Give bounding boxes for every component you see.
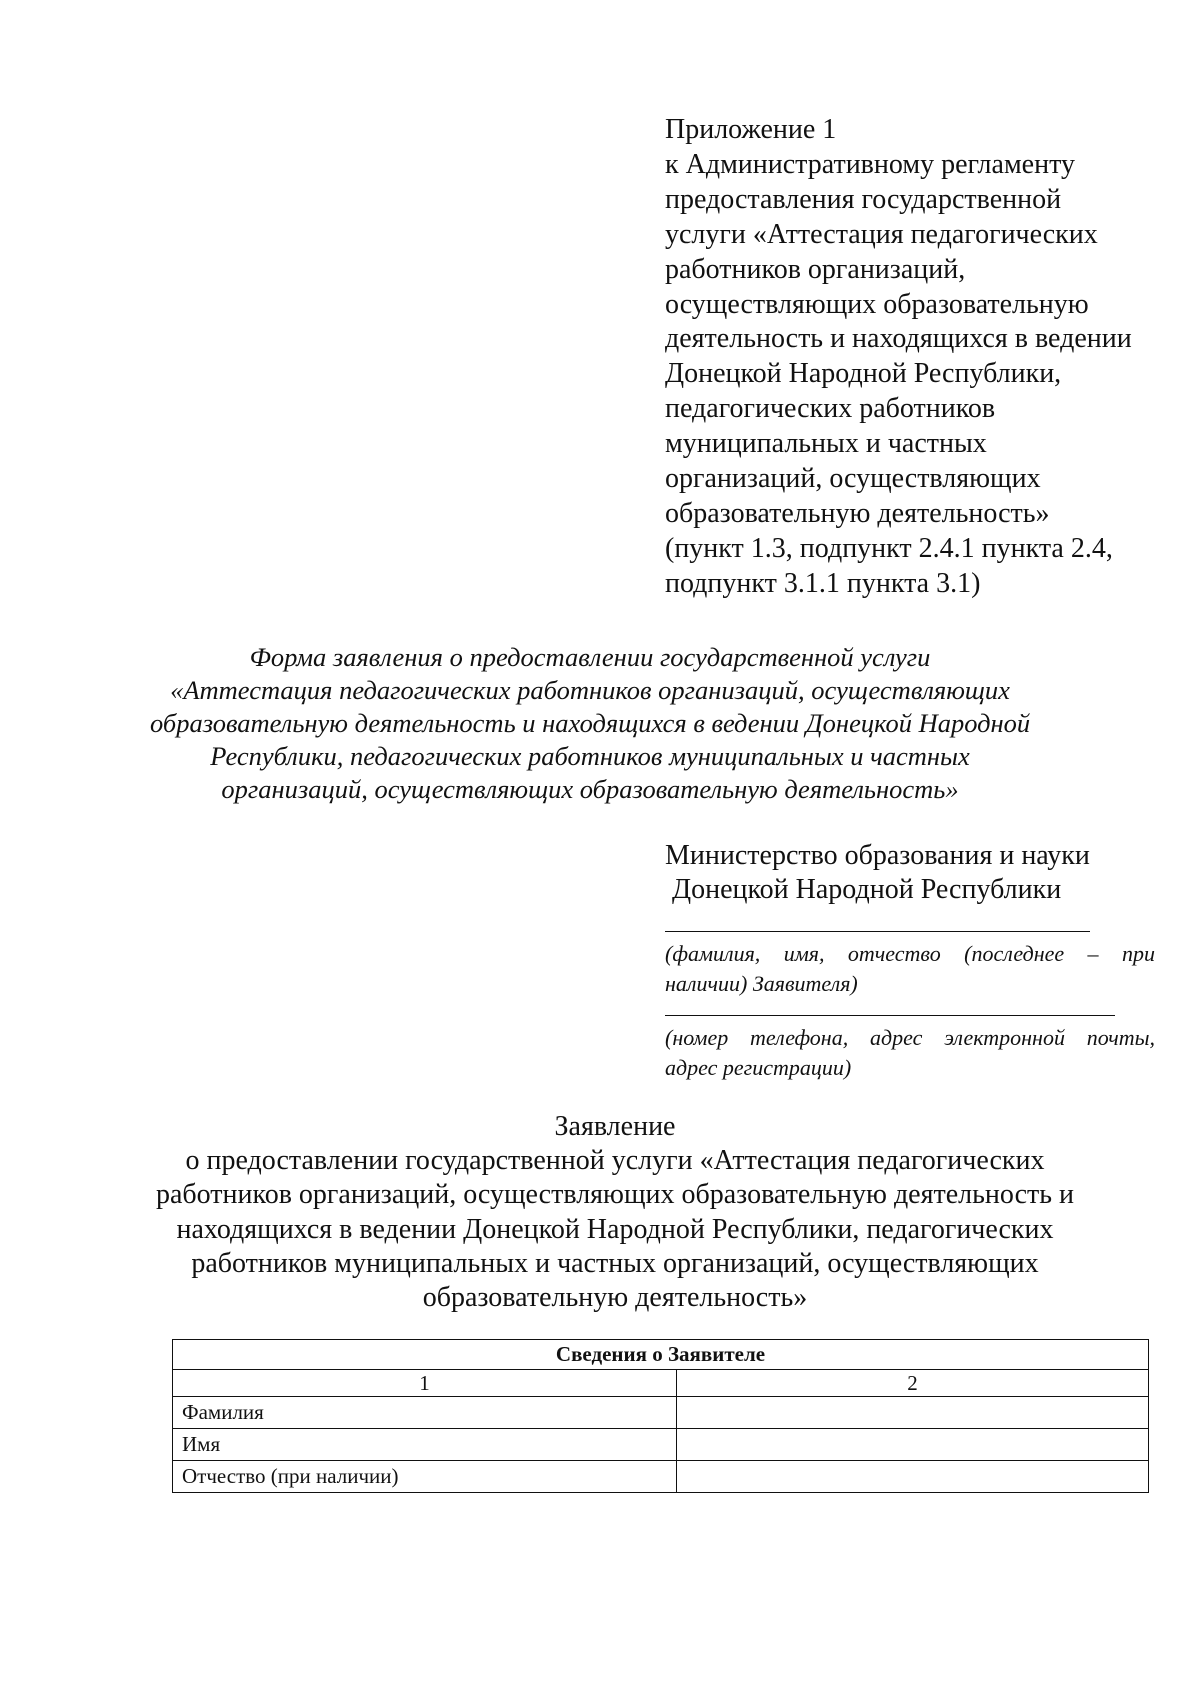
caption-line: адрес регистрации): [665, 1055, 852, 1080]
applicant-info-table: [172, 1339, 1149, 1493]
appendix-line: к Административному регламенту: [665, 148, 1075, 180]
appendix-line: организаций, осуществляющих: [665, 463, 1041, 495]
appendix-block: [665, 113, 1165, 602]
statement-line: о предоставлении государственной услуги «Аттестация педагогических: [185, 1145, 1045, 1177]
appendix-line: предоставления государственной: [665, 183, 1062, 215]
appendix-line: (пункт 1.3, подпункт 2.4.1 пункта 2.4,: [665, 532, 1113, 564]
statement-line: находящихся в ведении Донецкой Народной Республики, педагогических: [176, 1213, 1054, 1245]
addressee-line: Министерство образования и науки: [665, 840, 1090, 871]
form-title-line: «Аттестация педагогических работников организаций, осуществляющих: [170, 675, 1010, 705]
appendix-line: осуществляющих образовательную: [665, 288, 1089, 320]
appendix-line: образовательную деятельность»: [665, 497, 1050, 529]
applicant-contact-underline[interactable]: [665, 1015, 1115, 1016]
table-header: Сведения о Заявителе: [173, 1340, 1149, 1370]
first-name-value-cell[interactable]: [677, 1429, 1149, 1461]
appendix-line: услуги «Аттестация педагогических: [665, 218, 1098, 250]
table-row: [173, 1461, 1149, 1493]
statement-line: работников организаций, осуществляющих образовательную деятельность и: [156, 1179, 1074, 1211]
form-title-line: Республики, педагогических работников муниципальных и частных: [210, 741, 970, 771]
surname-label: Фамилия: [173, 1397, 677, 1429]
column-number: 2: [677, 1370, 1149, 1397]
form-title-line: Форма заявления о предоставлении государственной услуги: [249, 642, 931, 672]
surname-value-cell[interactable]: [677, 1397, 1149, 1429]
column-number-row: [173, 1370, 1149, 1397]
addressee-line: Донецкой Народной Республики: [665, 874, 1062, 905]
appendix-line: работников организаций,: [665, 253, 966, 285]
appendix-line: педагогических работников: [665, 393, 996, 425]
table-header-row: [173, 1340, 1149, 1370]
table-row: [173, 1429, 1149, 1461]
appendix-line: подпункт 3.1.1 пункта 3.1): [665, 567, 981, 599]
statement-line: работников муниципальных и частных организаций, осуществляющих: [191, 1247, 1039, 1279]
first-name-label: Имя: [173, 1429, 677, 1461]
form-title-line: образовательную деятельность и находящихся в ведении Донецкой Народной: [150, 708, 1031, 738]
caption-line: наличии) Заявителя): [665, 971, 858, 996]
applicant-contact-caption: [665, 1023, 1155, 1083]
statement-title: [150, 1110, 1080, 1315]
column-number: 1: [173, 1370, 677, 1397]
statement-line: Заявление: [554, 1111, 676, 1142]
form-title: [150, 641, 1030, 806]
caption-line: (номер телефона, адрес электронной почты,: [665, 1025, 1155, 1050]
patronymic-value-cell[interactable]: [677, 1461, 1149, 1493]
caption-line: (фамилия, имя, отчество (последнее – при: [665, 941, 1155, 966]
statement-line: образовательную деятельность»: [422, 1282, 808, 1314]
patronymic-label: Отчество (при наличии): [173, 1461, 677, 1493]
appendix-line: Донецкой Народной Республики,: [665, 358, 1062, 390]
appendix-line: деятельность и находящихся в ведении: [665, 323, 1132, 355]
form-title-line: организаций, осуществляющих образовательную деятельность»: [221, 774, 959, 804]
appendix-line: муниципальных и частных: [665, 428, 987, 460]
table-row: [173, 1397, 1149, 1429]
applicant-name-caption: [665, 939, 1155, 999]
addressee-block: [665, 839, 1165, 907]
appendix-line: Приложение 1: [665, 114, 837, 145]
applicant-contact-field[interactable]: [665, 1015, 1155, 1083]
applicant-name-field[interactable]: [665, 931, 1155, 999]
applicant-name-underline[interactable]: [665, 931, 1090, 932]
